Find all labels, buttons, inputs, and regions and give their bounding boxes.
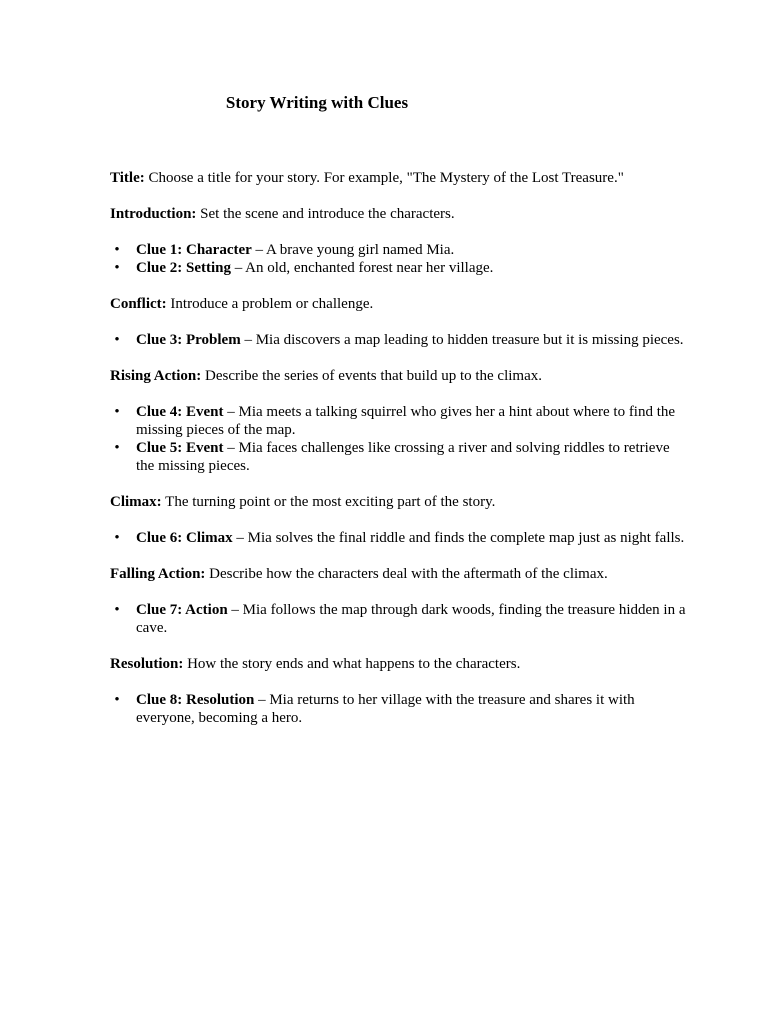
section-label: Conflict: [110, 296, 167, 312]
bullet-icon: • [114, 332, 120, 348]
clue-list [110, 601, 690, 637]
section-rising-action [110, 367, 690, 385]
clue-item [110, 403, 690, 439]
clue-item [110, 691, 690, 727]
clue-list [110, 529, 690, 547]
bullet-icon: • [114, 242, 120, 258]
clue-label: Clue 3: Problem [136, 332, 241, 348]
clue-text: – Mia returns to her village with the treasure and shares it with everyone, becoming a hero. [136, 692, 635, 726]
clue-text: – A brave young girl named Mia. [251, 242, 455, 258]
clue-label: Clue 2: Setting [136, 260, 231, 276]
section-text: Describe how the characters deal with the aftermath of the climax. [205, 566, 608, 582]
section-label: Resolution: [110, 656, 184, 672]
section-label: Climax: [110, 494, 162, 510]
clue-item [110, 439, 690, 475]
clue-item [110, 259, 690, 277]
section-label: Introduction: [110, 206, 197, 222]
clue-text: – An old, enchanted forest near her village. [231, 260, 494, 276]
clue-label: Clue 8: Resolution [136, 692, 255, 708]
section-text: How the story ends and what happens to the characters. [183, 656, 521, 672]
clue-label: Clue 7: Action [136, 602, 228, 618]
clue-label: Clue 4: Event [136, 404, 224, 420]
clue-text: – Mia meets a talking squirrel who gives her a hint about where to find the missing pieces of the map. [136, 404, 676, 438]
clue-list [110, 241, 690, 277]
bullet-icon: • [114, 692, 120, 708]
clue-list [110, 403, 690, 475]
clue-text: – Mia solves the final riddle and finds the complete map just as night falls. [232, 530, 685, 546]
section-label: Title: [110, 170, 145, 186]
clue-list [110, 331, 690, 349]
clue-list [110, 691, 690, 727]
section-text: The turning point or the most exciting part of the story. [161, 494, 496, 510]
clue-text: – Mia discovers a map leading to hidden treasure but it is missing pieces. [240, 332, 684, 348]
section-text: Choose a title for your story. For example, "The Mystery of the Lost Treasure." [144, 170, 624, 186]
document-body [110, 169, 690, 745]
section-falling-action [110, 565, 690, 583]
section-climax [110, 493, 690, 511]
bullet-icon: • [114, 440, 120, 456]
section-introduction [110, 205, 690, 223]
section-text: Set the scene and introduce the characters. [196, 206, 455, 222]
section-resolution [110, 655, 690, 673]
section-label: Rising Action: [110, 368, 202, 384]
section-text: Describe the series of events that build up to the climax. [201, 368, 543, 384]
clue-label: Clue 1: Character [136, 242, 252, 258]
clue-label: Clue 5: Event [136, 440, 224, 456]
section-title [110, 169, 690, 187]
bullet-icon: • [114, 530, 120, 546]
bullet-icon: • [114, 602, 120, 618]
section-label: Falling Action: [110, 566, 206, 582]
bullet-icon: • [114, 260, 120, 276]
clue-text: – Mia follows the map through dark woods, finding the treasure hidden in a cave. [136, 602, 686, 636]
clue-item [110, 331, 690, 349]
page-title: Story Writing with Clues [225, 93, 409, 112]
clue-item [110, 601, 690, 637]
clue-text: – Mia faces challenges like crossing a river and solving riddles to retrieve the missing pieces. [136, 440, 670, 474]
clue-item [110, 529, 690, 547]
section-conflict [110, 295, 690, 313]
section-text: Introduce a problem or challenge. [166, 296, 374, 312]
bullet-icon: • [114, 404, 120, 420]
clue-item [110, 241, 690, 259]
clue-label: Clue 6: Climax [136, 530, 233, 546]
